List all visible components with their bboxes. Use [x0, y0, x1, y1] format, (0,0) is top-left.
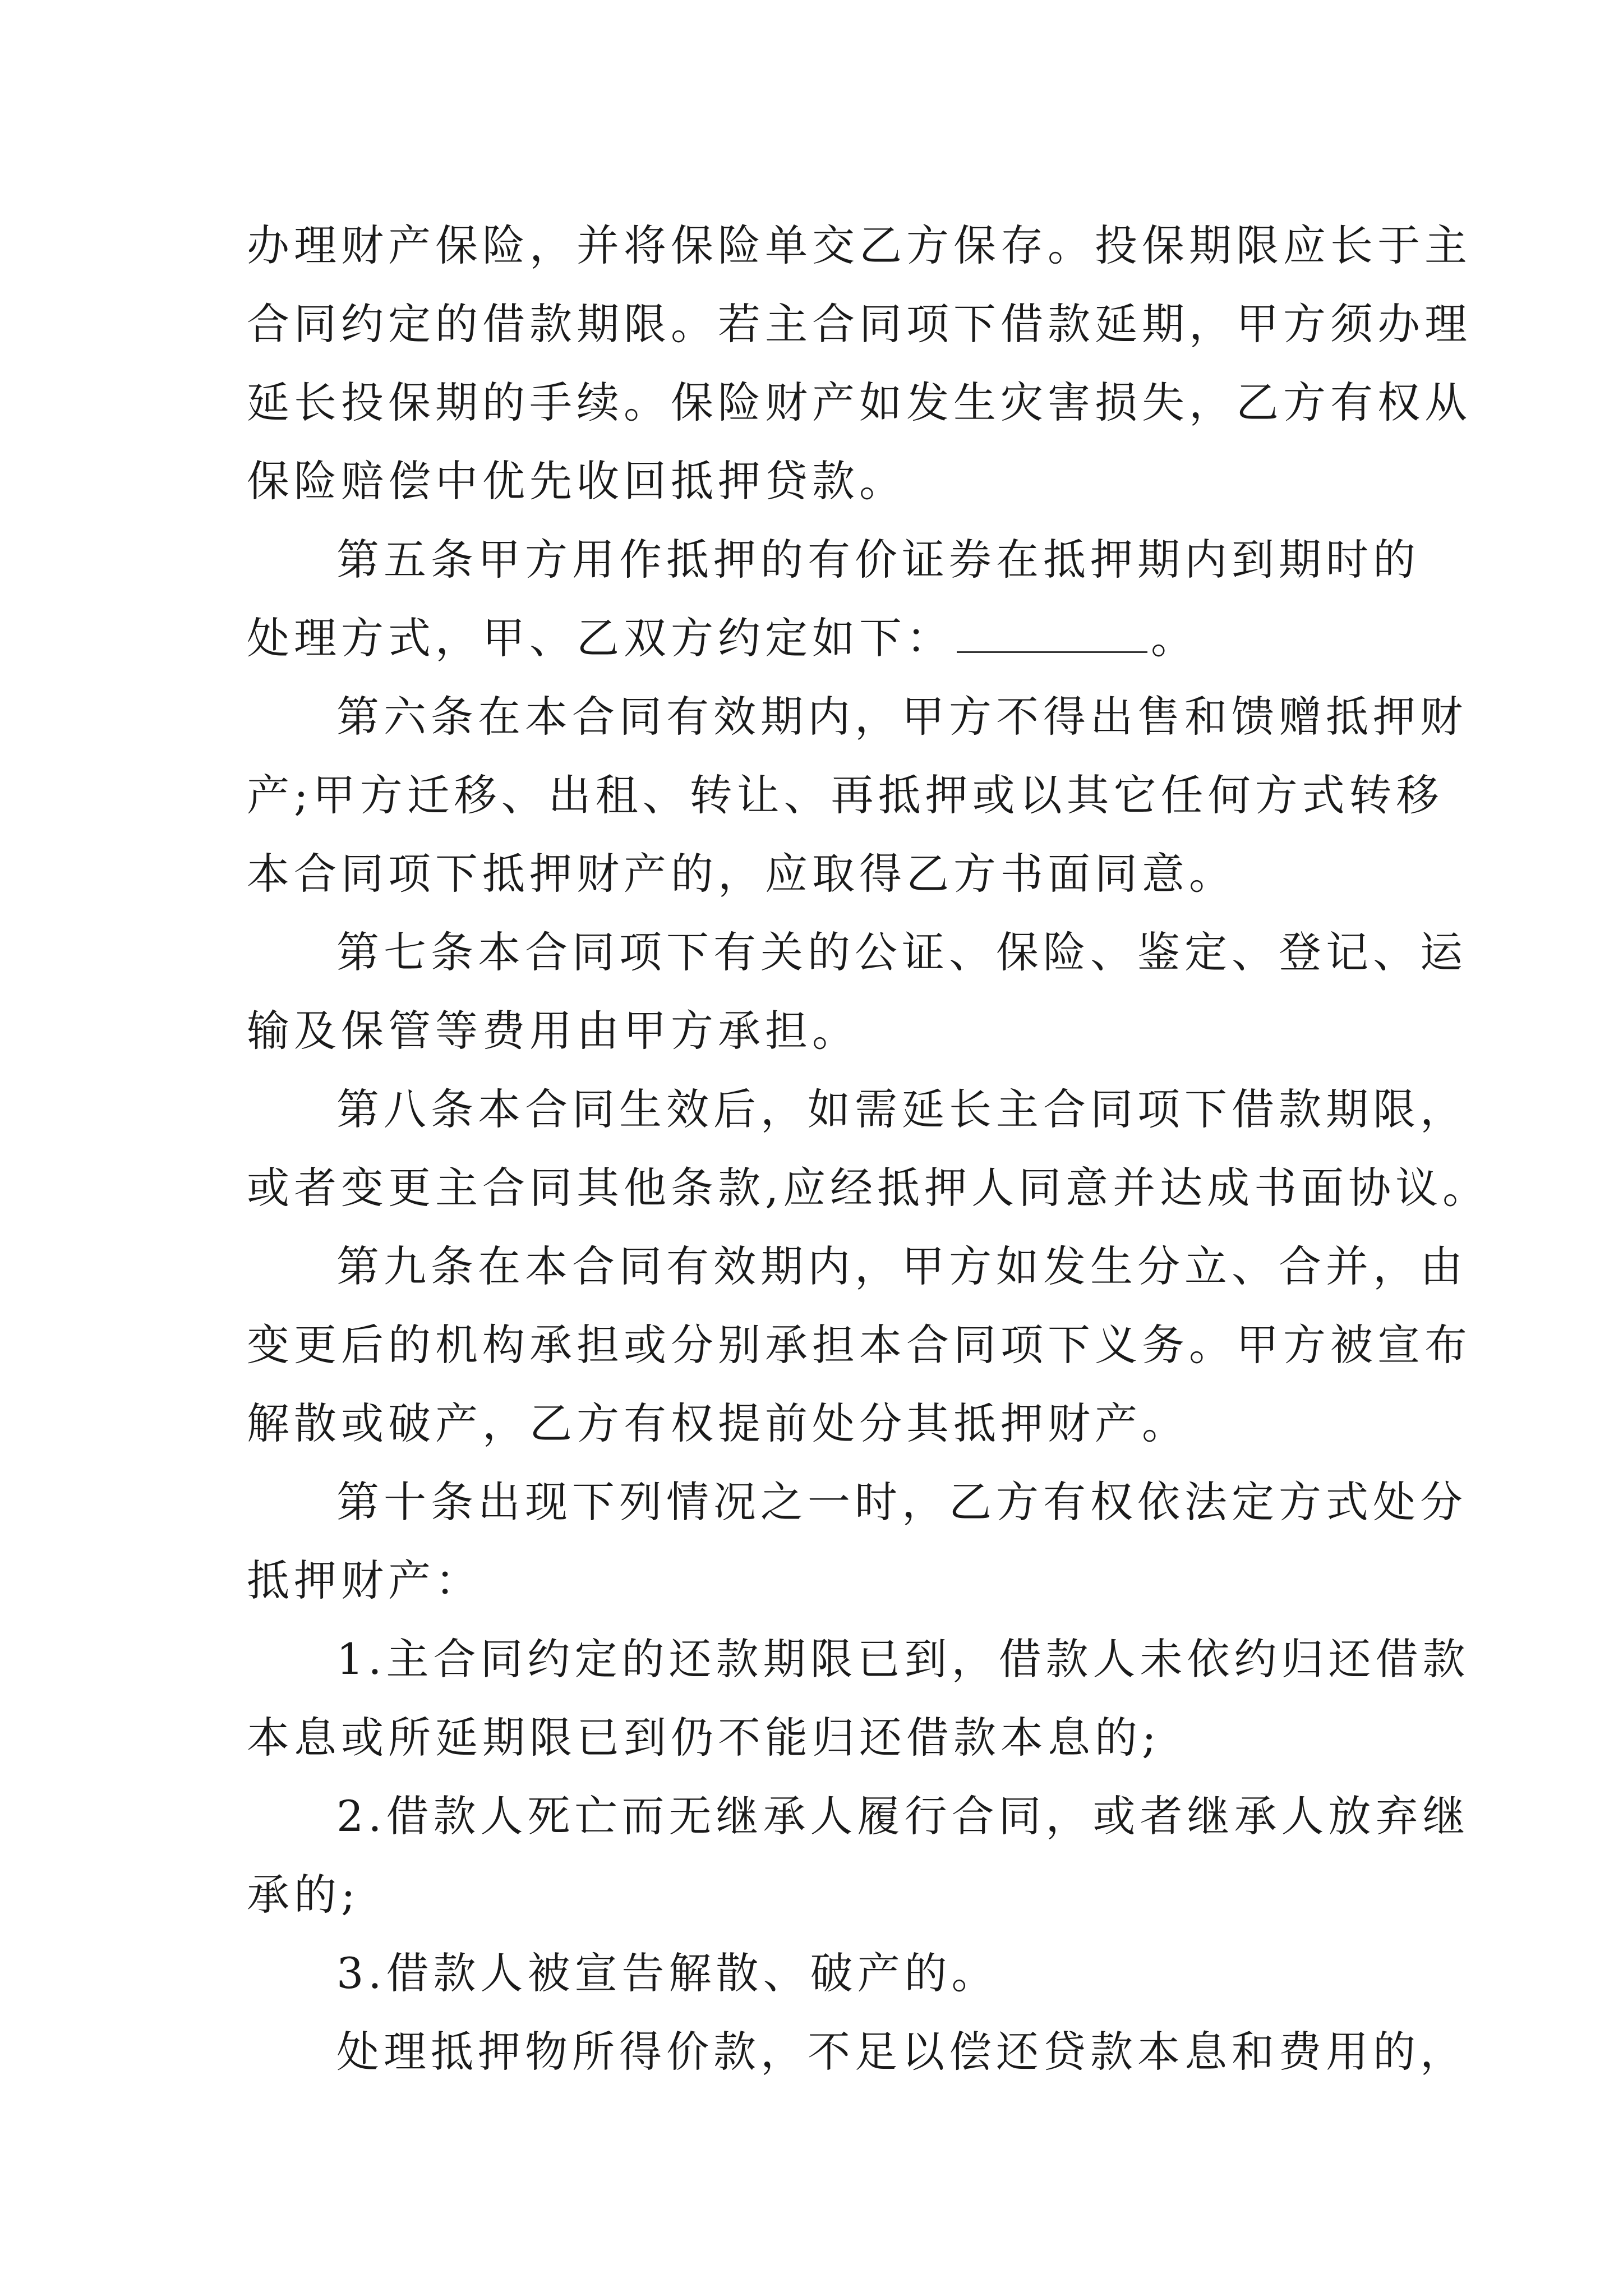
- article-5-line: [247, 599, 1391, 678]
- text-line: 承的;: [247, 1870, 360, 1920]
- text-line: 输及保管等费用由甲方承担。: [247, 1006, 859, 1056]
- text-line: 产;甲方迁移、出租、转让、再抵押或以其它任何方式转移: [247, 770, 1444, 820]
- article-6-heading-line: 第六条在本合同有效期内，甲方不得出售和馈赠抵押财: [336, 692, 1467, 742]
- text-line: 合同约定的借款期限。若主合同项下借款延期，甲方须办理: [247, 299, 1472, 349]
- text-line: 或者变更主合同其他条款,应经抵押人同意并达成书面协议。: [247, 1163, 1490, 1213]
- article-9-heading-line: 第九条在本合同有效期内，甲方如发生分立、合并，由: [336, 1241, 1467, 1291]
- article-8-heading-line: 第八条本合同生效后，如需延长主合同项下借款期限，: [336, 1084, 1467, 1134]
- list-item-3-line: 3.借款人被宣告解散、破产的。: [336, 1948, 999, 1998]
- closing-paragraph-line: 处理抵押物所得价款，不足以偿还贷款本息和费用的，: [336, 2027, 1467, 2077]
- text-line: 变更后的机构承担或分别承担本合同项下义务。甲方被宣布: [247, 1320, 1472, 1370]
- text-line: 抵押财产：: [247, 1556, 482, 1605]
- article-5-heading-line: 第五条甲方用作抵押的有价证券在抵押期内到期时的: [336, 535, 1420, 585]
- list-item-2-line: 2.借款人死亡而无继承人履行合同，或者继承人放弃继: [336, 1791, 1470, 1841]
- list-item-1-line: 1.主合同约定的还款期限已到，借款人未依约归还借款: [336, 1634, 1470, 1684]
- article-5-period: 。: [1151, 613, 1198, 663]
- contract-body: [247, 206, 1490, 2091]
- text-line: 本合同项下抵押财产的，应取得乙方书面同意。: [247, 849, 1236, 899]
- fill-in-blank: [957, 618, 1147, 653]
- text-line: 保险赔偿中优先收回抵押贷款。: [247, 456, 906, 506]
- article-5-text: 处理方式，甲、乙双方约定如下：: [247, 613, 953, 663]
- text-line: 延长投保期的手续。保险财产如发生灾害损失，乙方有权从: [247, 378, 1472, 427]
- text-line: 解散或破产，乙方有权提前处分其抵押财产。: [247, 1398, 1189, 1448]
- article-7-heading-line: 第七条本合同项下有关的公证、保险、鉴定、登记、运: [336, 927, 1467, 977]
- text-line: 办理财产保险，并将保险单交乙方保存。投保期限应长于主: [247, 220, 1472, 270]
- article-10-heading-line: 第十条出现下列情况之一时，乙方有权依法定方式处分: [336, 1477, 1467, 1527]
- text-line: 本息或所延期限已到仍不能归还借款本息的;: [247, 1713, 1161, 1763]
